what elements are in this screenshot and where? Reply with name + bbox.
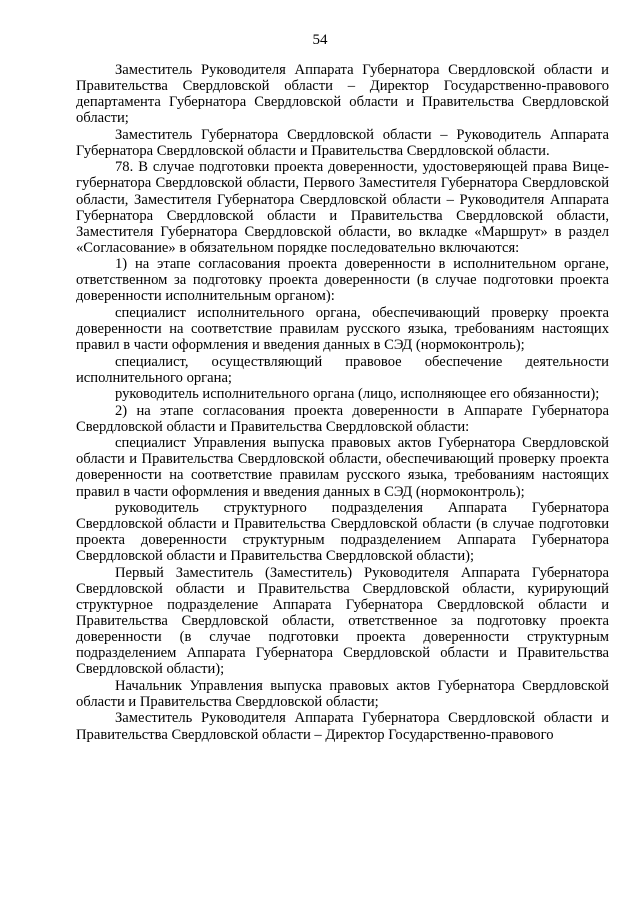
paragraph-legal-specialist: специалист, осуществляющий правовое обеспечение деятельности исполнительного органа; xyxy=(76,353,609,386)
paragraph-clause-78: 78. В случае подготовки проекта доверенности, удостоверяющей права Вице-губернатора Свердловской области, Первого Заместителя Губернатора Свердловской области, Заместителя Губернатора Свердловской области – Руководителя Аппарата Губернатора Свердловской области и Правительства Свердловской области, Заместителя Губернатора Свердловской области, во вкладке «Маршрут» в раздел «Согласование» в обязательном порядке последовательно включаются: xyxy=(76,159,609,256)
paragraph-stage-1: 1) на этапе согласования проекта доверенности в исполнительном органе, ответственном за подготовку проекта доверенности (в случае подготовки проекта доверенности исполнительным органом): xyxy=(76,256,609,305)
paragraph-deputy-head-director-continued: Заместитель Руководителя Аппарата Губернатора Свердловской области и Правительства Свердловской области – Директор Государственно-правового xyxy=(76,710,609,743)
document-body xyxy=(76,62,609,743)
paragraph-office-norm-control: специалист Управления выпуска правовых актов Губернатора Свердловской области и Правительства Свердловской области, обеспечивающий проверку проекта доверенности на соответствие правилам русского языка, требованиям настоящих правил в части оформления и введения данных в СЭД (нормоконтроль); xyxy=(76,435,609,500)
paragraph-deputy-governor-head: Заместитель Губернатора Свердловской области – Руководитель Аппарата Губернатора Свердловской области и Правительства Свердловской области. xyxy=(76,126,609,159)
paragraph-publication-department-head: Начальник Управления выпуска правовых актов Губернатора Свердловской области и Правительства Свердловской области; xyxy=(76,677,609,710)
paragraph-executive-norm-control: специалист исполнительного органа, обеспечивающий проверку проекта доверенности на соответствие правилам русского языка, требованиям настоящих правил в части оформления и введения данных в СЭД (нормоконтроль); xyxy=(76,304,609,354)
paragraph-executive-head: руководитель исполнительного органа (лицо, исполняющее его обязанности); xyxy=(115,386,600,403)
paragraph-unit-head: руководитель структурного подразделения Аппарата Губернатора Свердловской области и Правительства Свердловской области (в случае подготовки проекта доверенности структурным подразделением Аппарата Губернатора Свердловской области и Правительства Свердловской области); xyxy=(76,500,609,565)
paragraph-first-deputy-head: Первый Заместитель (Заместитель) Руководителя Аппарата Губернатора Свердловской области и Правительства Свердловской области, курирующий структурное подразделение Аппарата Губернатора Свердловской области и Правительства Свердловской области, ответственное за подготовку проекта доверенности (в случае подготовки проекта доверенности структурным подразделением Аппарата Губернатора Свердловской области и Правительства Свердловской области); xyxy=(76,564,609,678)
paragraph-deputy-head-director: Заместитель Руководителя Аппарата Губернатора Свердловской области и Правительства Свердловской области – Директор Государственно-правового департамента Губернатора Свердловской области и Правительства Свердловской области; xyxy=(76,62,609,127)
paragraph-stage-2: 2) на этапе согласования проекта доверенности в Аппарате Губернатора Свердловской области и Правительства Свердловской области: xyxy=(76,402,609,435)
page-number: 54 xyxy=(312,32,328,48)
